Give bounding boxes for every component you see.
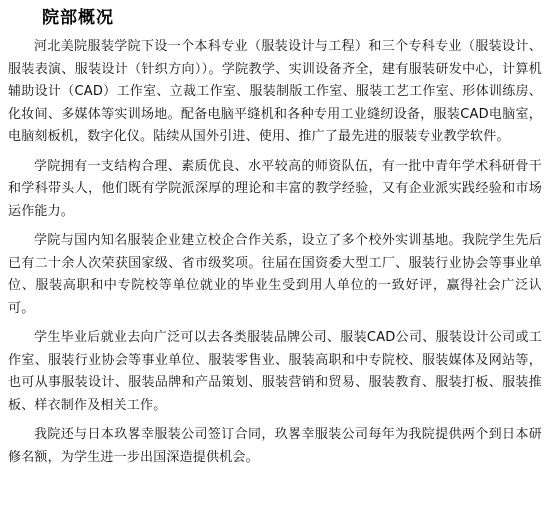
paragraph-employment: 学生毕业后就业去向广泛可以去各类服装品牌公司、服装CAD公司、服装设计公司或工作室、服装行业协会等事业单位、服装零售业、服装高职和中专院校、服装媒体及网站等，也可从事服装设计、服装品牌和产品策划、服装营销和贸易、服装教育、服装打板、服装推板、样衣制作及相关工作。 <box>8 330 542 413</box>
page-title: 院部概况 <box>42 8 114 28</box>
paragraph-faculty: 学院拥有一支结构合理、素质优良、水平较高的师资队伍，有一批中青年学术科研骨干和学科带头人，他们既有学院派深厚的理论和丰富的教学经验，又有企业派实践经验和市场运作能力。 <box>8 158 542 219</box>
paragraph-cooperation: 学院与国内知名服装企业建立校企合作关系，设立了多个校外实训基地。我院学生先后已有二十余人次荣获国家级、省市级奖项。往届在国资委大型工厂、服装行业协会等事业单位、服装高职和中专院校等单位就业的毕业生受到用人单位的一致好评，赢得社会广泛认可。 <box>8 233 542 316</box>
paragraph-japan-exchange: 我院还与日本玖畧幸服装公司签订合同，玖畧幸服装公司每年为我院提供两个到日本研修名额，为学生进一步出国深造提供机会。 <box>8 427 542 465</box>
article <box>8 6 542 476</box>
paragraph-facilities: 河北美院服装学院下设一个本科专业（服装设计与工程）和三个专科专业（服装设计、服装表演、服装设计（针织方向））。学院教学、实训设备齐全，建有服装研发中心，计算机辅助设计（CAD）工作室、立裁工作室、服装制版工作室、服装工艺工作室、形体训练房、化妆间、多媒体等实训场地。配备电脑平缝机和各种专用工业缝纫设备，服装CAD电脑室，电脑刻板机，数字化仪。陆续从国外引进、使用、推广了最先进的服装专业教学软件。 <box>8 39 542 144</box>
